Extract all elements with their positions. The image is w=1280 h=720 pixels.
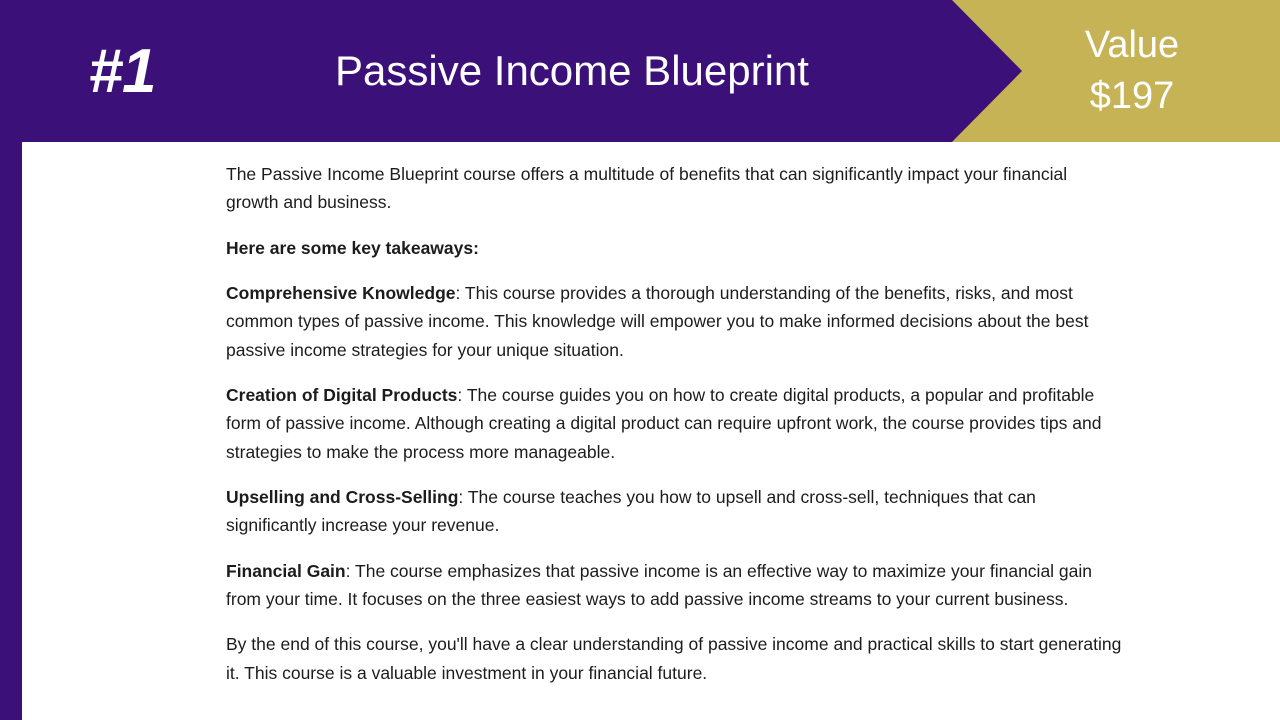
page-title: Passive Income Blueprint [335, 47, 809, 95]
value-label: Value [1084, 23, 1180, 66]
intro-paragraph: The Passive Income Blueprint course offers a multitude of benefits that can significantly impact your financial growth and business. [226, 164, 1068, 213]
slide-header [22, 0, 1280, 142]
takeaway-item [226, 557, 1124, 614]
takeaway-term: Financial Gain [226, 560, 346, 581]
takeaway-term: Upselling and Cross-Selling [226, 487, 459, 508]
value-badge [1007, 8, 1257, 134]
takeaway-text: : The course emphasizes that passive income is an effective way to maximize your financial gain from your time. It focuses on the three easiest ways to add passive income streams to your current business. [226, 560, 1093, 610]
takeaway-item [226, 381, 1124, 466]
body-copy [226, 160, 1124, 687]
takeaway-item [226, 279, 1124, 364]
takeaway-text: : The course guides you on how to create digital products, a popular and profitable form of passive income. Although creating a digital product can require upfront work, the course provides tips and strategies to make the process more manageable. [226, 385, 1102, 462]
rank-badge: #1 [88, 36, 156, 106]
takeaway-text: : The course teaches you how to upsell and cross-sell, techniques that can significantly increase your revenue. [226, 487, 1036, 536]
value-amount: $197 [1089, 75, 1175, 117]
takeaway-text: : This course provides a thorough understanding of the benefits, risks, and most common types of passive income. This knowledge will empower you to make informed decisions about the best passive income strategies for your unique situation. [226, 283, 1089, 360]
takeaway-term: Comprehensive Knowledge [226, 283, 456, 304]
takeaway-term: Creation of Digital Products [226, 385, 458, 406]
takeaways-heading [226, 234, 1124, 262]
closing-paragraph: By the end of this course, you'll have a clear understanding of passive income and practical skills to start generating it. This course is a valuable investment in your financial future. [226, 634, 1122, 683]
takeaway-item [226, 483, 1124, 540]
takeaways-heading-text: Here are some key takeaways: [226, 237, 479, 258]
left-accent-bar [0, 0, 22, 720]
